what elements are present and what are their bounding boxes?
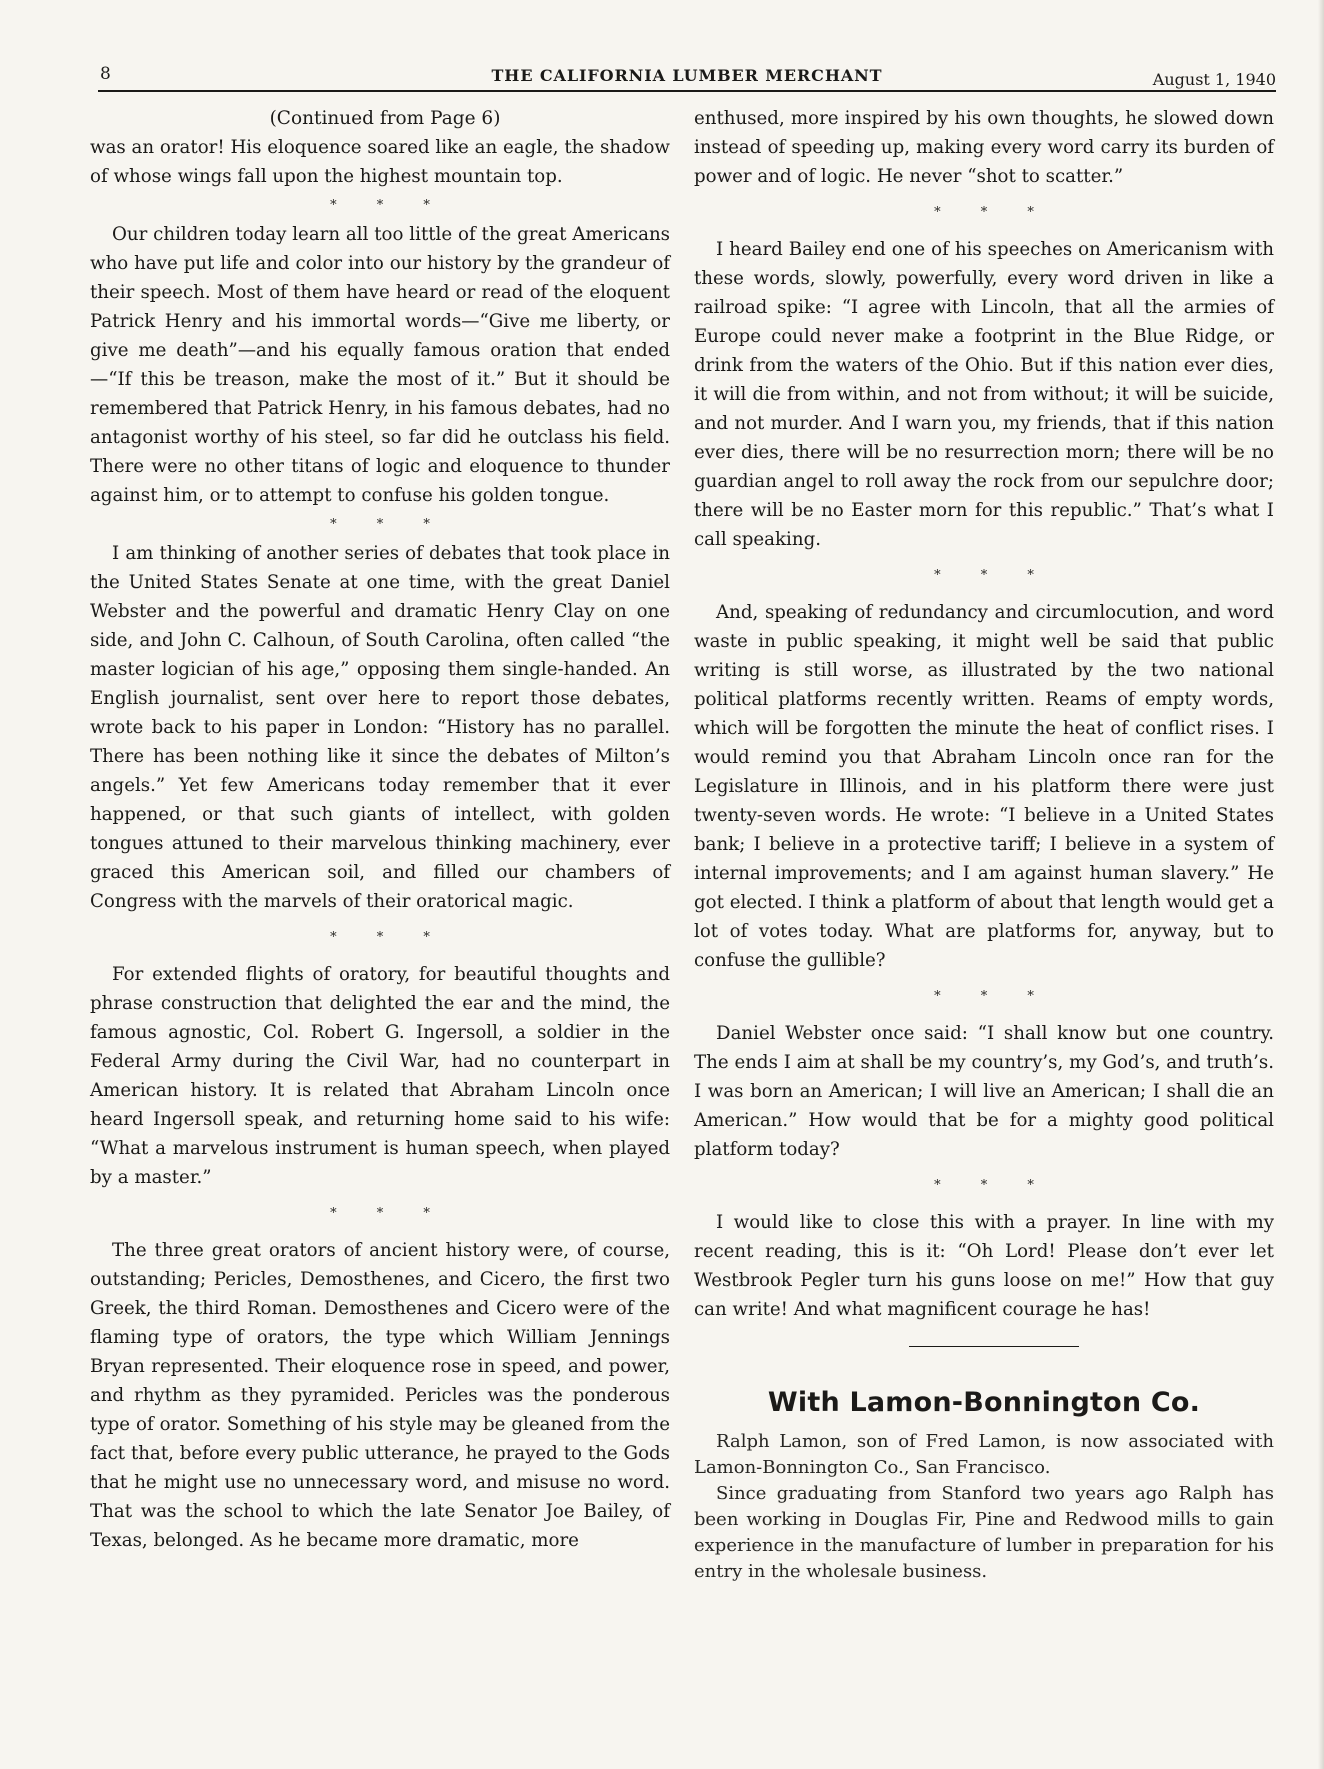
paragraph: I am thinking of another series of debates that took place in the United States Senate at one time, with the great Daniel Webster and the powerful and dramatic Henry Clay on one side, and John C. Calhoun, of South Carolina, often called “the master logician of his age,” opposing them single-handed. An English journalist, sent over here to report those debates, wrote back to his paper in London: “History has no parallel. There has been nothing like it since the debates of Milton’s angels.” Yet few Americans today remember that it ever happened, or that such giants of intellect, with golden tongues attuned to their marvelous thinking machinery, ever graced this American soil, and filled our chambers of Congress with the marvels of their oratorical magic.	[90, 543, 670, 912]
section-separator: * * *	[934, 568, 1052, 583]
section-separator: * * *	[330, 198, 448, 213]
paragraph: And, speaking of redundancy and circumlocution, and word waste in public speaking, it might well be said that public writing is still worse, as illustrated by the two national political platforms recently written. Reams of empty words, which will be forgotten the minute the heat of conflict rises. I would remind you that Abraham Lincoln once ran for the Legislature in Illinois, and in his platform there were just twenty-seven words. He wrote: “I believe in a United States bank; I believe in a protective tariff; I believe in a system of internal improvements; and I am against human slavery.” He got elected. I think a platform of about that length would get a lot of votes today. What are platforms for, anyway, but to confuse the gullible?	[694, 602, 1274, 971]
paragraph: The three great orators of ancient history were, of course, outstanding; Pericles, Demosthenes, and Cicero, the first two Greek, the third Roman. Demosthenes and Cicero were of the flaming type of orators, the type which William Jennings Bryan represented. Their eloquence rose in speed, and power, and rhythm as they pyramided. Pericles was the ponderous type of orator. Something of his style may be gleaned from the fact that, before every public utterance, he prayed to the Gods that he might use no unnecessary word, and misuse no word. That was the school to which the late Senator Joe Bailey, of Texas, belonged. As he became more dramatic, more	[90, 1240, 670, 1551]
paragraph: I heard Bailey end one of his speeches on Americanism with these words, slowly, powerfully, every word driven in like a railroad spike: “I agree with Lincoln, that all the armies of Europe could never make a footprint in the Blue Ridge, or drink from the waters of the Ohio. But if this nation ever dies, it will die from within, and not from without; it will be suicide, and not murder. And I warn you, my friends, that if this nation ever dies, there will be no resurrection morn; there will be no guardian angel to roll away the rock from our sepulchre door; there will be no Easter morn for this republic.” That’s what I call speaking.	[694, 239, 1274, 550]
paragraph: was an orator! His eloquence soared like an eagle, the shadow of whose wings fall upon the highest mountain top.	[90, 137, 670, 187]
section-separator: * * *	[330, 517, 448, 532]
page-header	[98, 62, 1276, 92]
right-column	[694, 104, 1274, 1585]
news-paragraph: Ralph Lamon, son of Fred Lamon, is now associated with Lamon-Bonnington Co., San Francisco.	[694, 1431, 1274, 1478]
page-edge-shadow	[1318, 0, 1324, 1769]
continued-note: (Continued from Page 6)	[269, 108, 501, 129]
paragraph: For extended flights of oratory, for beautiful thoughts and phrase construction that delighted the ear and the mind, the famous agnostic, Col. Robert G. Ingersoll, a soldier in the Federal Army during the Civil War, had no counterpart in American history. It is related that Abraham Lincoln once heard Ingersoll speak, and returning home said to his wife: “What a marvelous instrument is human speech, when played by a master.”	[90, 964, 670, 1188]
publication-title: THE CALIFORNIA LUMBER MERCHANT	[491, 66, 883, 85]
news-headline: With Lamon-Bonnington Co.	[767, 1387, 1201, 1418]
section-separator: * * *	[330, 1206, 448, 1221]
section-separator: * * *	[934, 205, 1052, 220]
news-paragraph: Since graduating from Stanford two years ago Ralph has been working in Douglas Fir, Pine and Redwood mills to gain experience in the manufacture of lumber in preparation for his entry in the wholesale business.	[694, 1483, 1274, 1582]
left-column	[90, 104, 670, 1555]
section-separator: * * *	[934, 989, 1052, 1004]
paragraph: I would like to close this with a prayer. In line with my recent reading, this is it: “Oh Lord! Please don’t ever let Westbrook Pegler turn his guns loose on me!” How that guy can write! And what magnificent courage he has!	[694, 1212, 1274, 1320]
page-number: 8	[100, 64, 111, 84]
news-item	[694, 1429, 1274, 1585]
issue-date: August 1, 1940	[1152, 70, 1276, 89]
paragraph: enthused, more inspired by his own thoughts, he slowed down instead of speeding up, making every word carry its burden of power and of logic. He never “shot to scatter.”	[694, 108, 1274, 187]
section-separator: * * *	[934, 1178, 1052, 1193]
divider-rule	[909, 1346, 1079, 1347]
paragraph: Daniel Webster once said: “I shall know but one country. The ends I aim at shall be my country’s, my God’s, and truth’s. I was born an American; I will live an American; I shall die an American.” How would that be for a mighty good political platform today?	[694, 1023, 1274, 1160]
section-separator: * * *	[330, 930, 448, 945]
paragraph: Our children today learn all too little of the great Americans who have put life and color into our history by the grandeur of their speech. Most of them have heard or read of the eloquent Patrick Henry and his immortal words—“Give me liberty, or give me death”—and his equally famous oration that ended—“If this be treason, make the most of it.” But it should be remembered that Patrick Henry, in his famous debates, had no antagonist worthy of his steel, so far did he outclass his field. There were no other titans of logic and eloquence to thunder against him, or to attempt to confuse his golden tongue.	[90, 224, 670, 506]
